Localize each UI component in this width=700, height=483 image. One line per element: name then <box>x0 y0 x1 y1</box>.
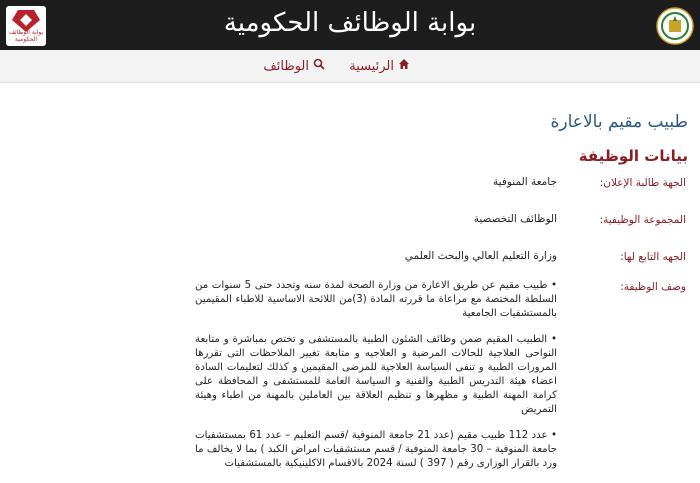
site-header <box>0 0 700 50</box>
job-description <box>195 279 557 483</box>
field-label-description: وصف الوظيفة: <box>620 281 686 293</box>
nav-jobs-label: الوظائف <box>263 58 309 74</box>
search-icon <box>313 58 325 74</box>
main-navbar <box>0 50 700 83</box>
job-title: طبيب مقيم بالاعارة <box>550 112 688 132</box>
home-icon <box>398 58 410 74</box>
field-value-advertiser: جامعة المنوفية <box>493 176 557 188</box>
nav-jobs-link[interactable] <box>263 58 325 74</box>
description-paragraph: • طبيب مقيم عن طريق الاعارة من وزارة الصحة لمدة سنه وتجدد حتى 5 سنوات من السلطة المختصة مع مراعاة ما قررته المادة (3)من اللائحة الاساسية للاطباء المقيمين بالمستشفيات الجامعية <box>195 280 558 319</box>
field-value-job-group: الوظائف التخصصية <box>473 213 557 225</box>
section-title: بيانات الوظيفة <box>578 147 688 165</box>
field-value-affiliation: وزارة التعليم العالي والبحث العلمي <box>404 250 557 262</box>
nav-home-link[interactable] <box>349 58 410 74</box>
portal-logo-text: بوابة الوظائف الحكومية <box>8 29 44 43</box>
field-label-job-group: المجموعة الوظيفية: <box>599 214 686 226</box>
site-title: بوابة الوظائف الحكومية <box>223 8 477 38</box>
description-paragraph: • الطبيب المقيم ضمن وظائف الشئون الطبية بالمستشفى و تختص بمباشرة و متابعة النواحى العلاجية للحالات المرضية و العلاجيه و متابعة تغيير الملاحظات التى تقررها المرورات الطبية و تنفى السياسة العلاجية للمرضى المقيمين و كذلك لتعليمات السادة اعضاء هيئة التدريس الطبية والفنية و السياسة العامة للمستشفى و المحافظة على كرامة المهنة الطبية و مظهرها و تنظيم العلاقة بين العاملين بالمهنة من اطباء وهيئة التمريض <box>195 334 557 415</box>
field-label-affiliation: الجهه التابع لها: <box>620 251 686 263</box>
portal-logo[interactable] <box>6 6 46 46</box>
nav-home-label: الرئيسية <box>349 58 394 74</box>
description-paragraph: • عدد 112 طبيب مقيم (عدد 21 جامعة المنوفية /قسم التعليم – عدد 61 بمستشفيات جامعة المنوفية – 30 جامعة المنوفية / قسم مستشفيات امراض الكبد ) بما لا يخالف ما ورد بالقرار الوزارى رقم ( 397 ) لسنة 2024 بالاقسام الاكلينيكية بالمستشفيات <box>195 430 557 469</box>
field-label-advertiser: الجهة طالبة الإعلان: <box>599 177 686 189</box>
